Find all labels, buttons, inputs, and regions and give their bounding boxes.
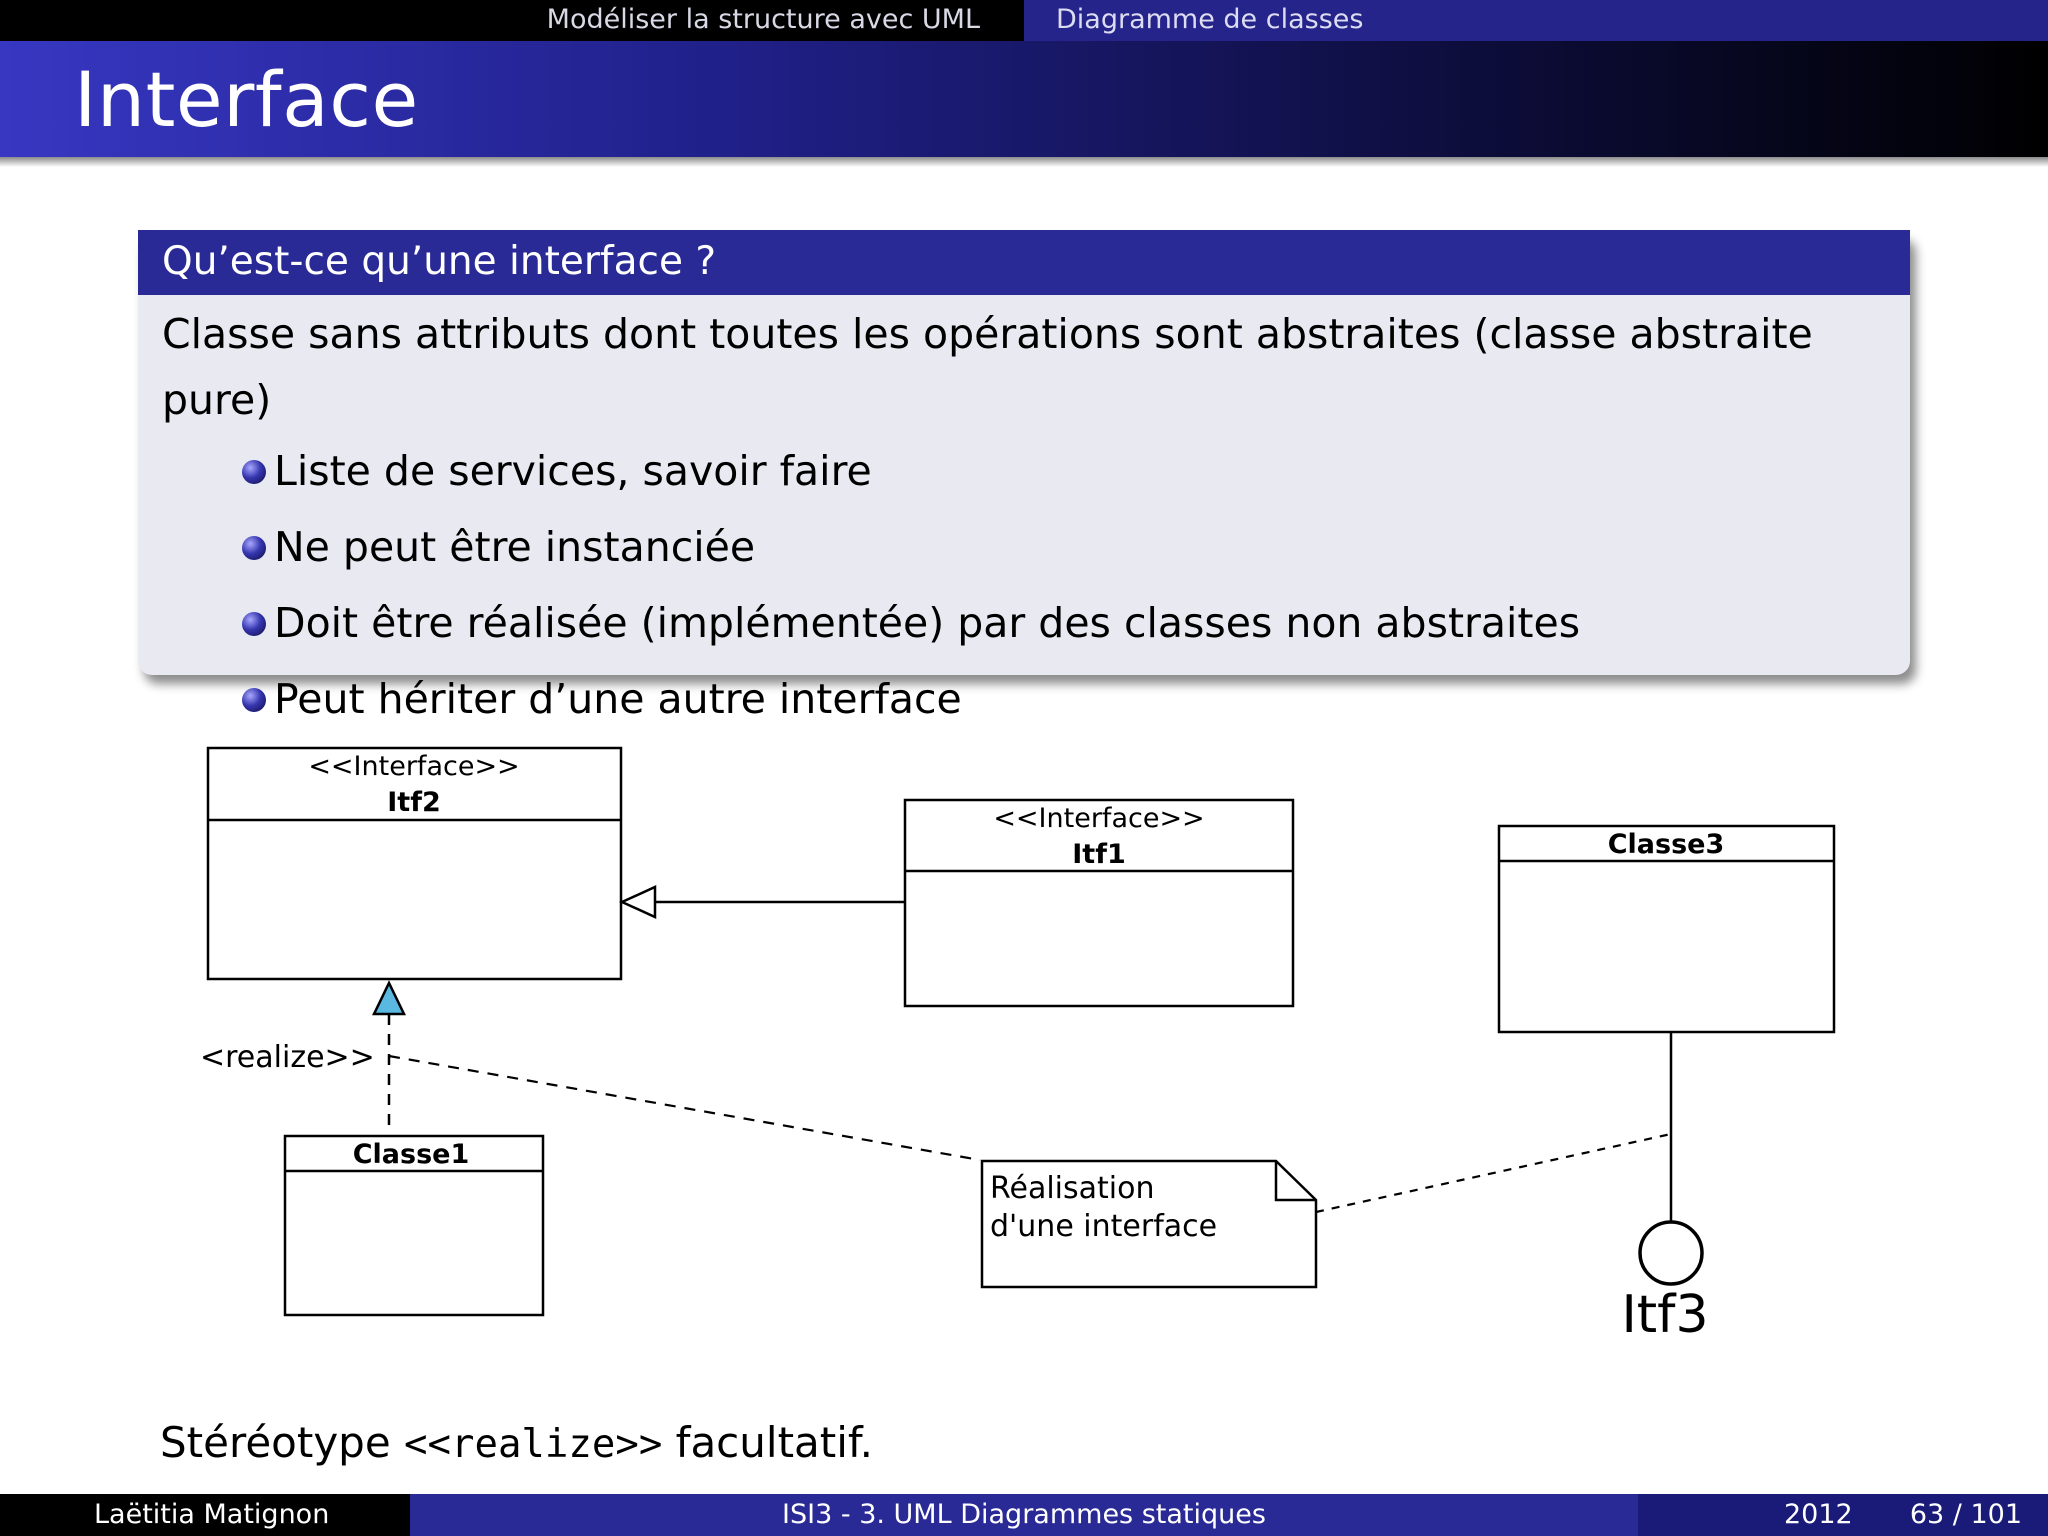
- block-intro: Classe sans attributs dont toutes les opérations sont abstraites (classe abstraite pure): [162, 310, 1813, 424]
- subsection-nav-link[interactable]: Diagramme de classes: [1024, 0, 2048, 41]
- footer-info: [1638, 1494, 2048, 1536]
- realize-stereotype-label: <realize>>: [200, 1040, 375, 1075]
- stereotype-remark: [160, 1418, 873, 1467]
- itf1-class-box: [905, 800, 1293, 1006]
- footer-course: ISI3 - 3. UML Diagrammes statiques: [410, 1494, 1638, 1536]
- footer-bar: [0, 1494, 2048, 1536]
- note-line-2: d'une interface: [990, 1209, 1218, 1244]
- remark-code: <<realize>>: [404, 1422, 663, 1467]
- footer-author: Laëtitia Matignon: [0, 1494, 410, 1536]
- itf1-name: Itf1: [1072, 839, 1126, 870]
- classe1-name: Classe1: [352, 1139, 470, 1170]
- itf3-label: Itf3: [1621, 1285, 1709, 1345]
- itf2-stereotype: <<Interface>>: [308, 751, 520, 782]
- classe3-name: Classe3: [1607, 829, 1725, 860]
- list-item-text: Ne peut être instanciée: [274, 523, 756, 571]
- itf2-class-box: [208, 748, 621, 979]
- block-heading: Qu’est-ce qu’une interface ?: [138, 230, 1910, 295]
- slide-title: Interface: [74, 55, 419, 144]
- remark-after: facultatif.: [662, 1418, 873, 1467]
- itf3-lollipop: [1621, 1032, 1708, 1345]
- uml-note: [982, 1161, 1316, 1287]
- classe3-class-box: [1499, 826, 1834, 1032]
- note-link: [1316, 1134, 1671, 1212]
- section-nav-link[interactable]: Modéliser la structure avec UML: [546, 4, 980, 35]
- classe1-class-box: [285, 1136, 543, 1315]
- generalization-arrow: [622, 887, 905, 917]
- list-item-text: Liste de services, savoir faire: [274, 447, 872, 495]
- list-item-text: Doit être réalisée (implémentée) par des classes non abstraites: [274, 599, 1581, 647]
- remark-before: Stéréotype: [160, 1418, 405, 1467]
- realization-arrow: [374, 983, 980, 1160]
- note-line-1: Réalisation: [990, 1171, 1155, 1206]
- footer-year: 2012: [1784, 1499, 1853, 1530]
- page-number[interactable]: 63 / 101: [1909, 1499, 2022, 1530]
- itf2-name: Itf2: [387, 787, 441, 818]
- list-item-text: Peut hériter d’une autre interface: [274, 675, 962, 723]
- itf1-stereotype: <<Interface>>: [993, 803, 1205, 834]
